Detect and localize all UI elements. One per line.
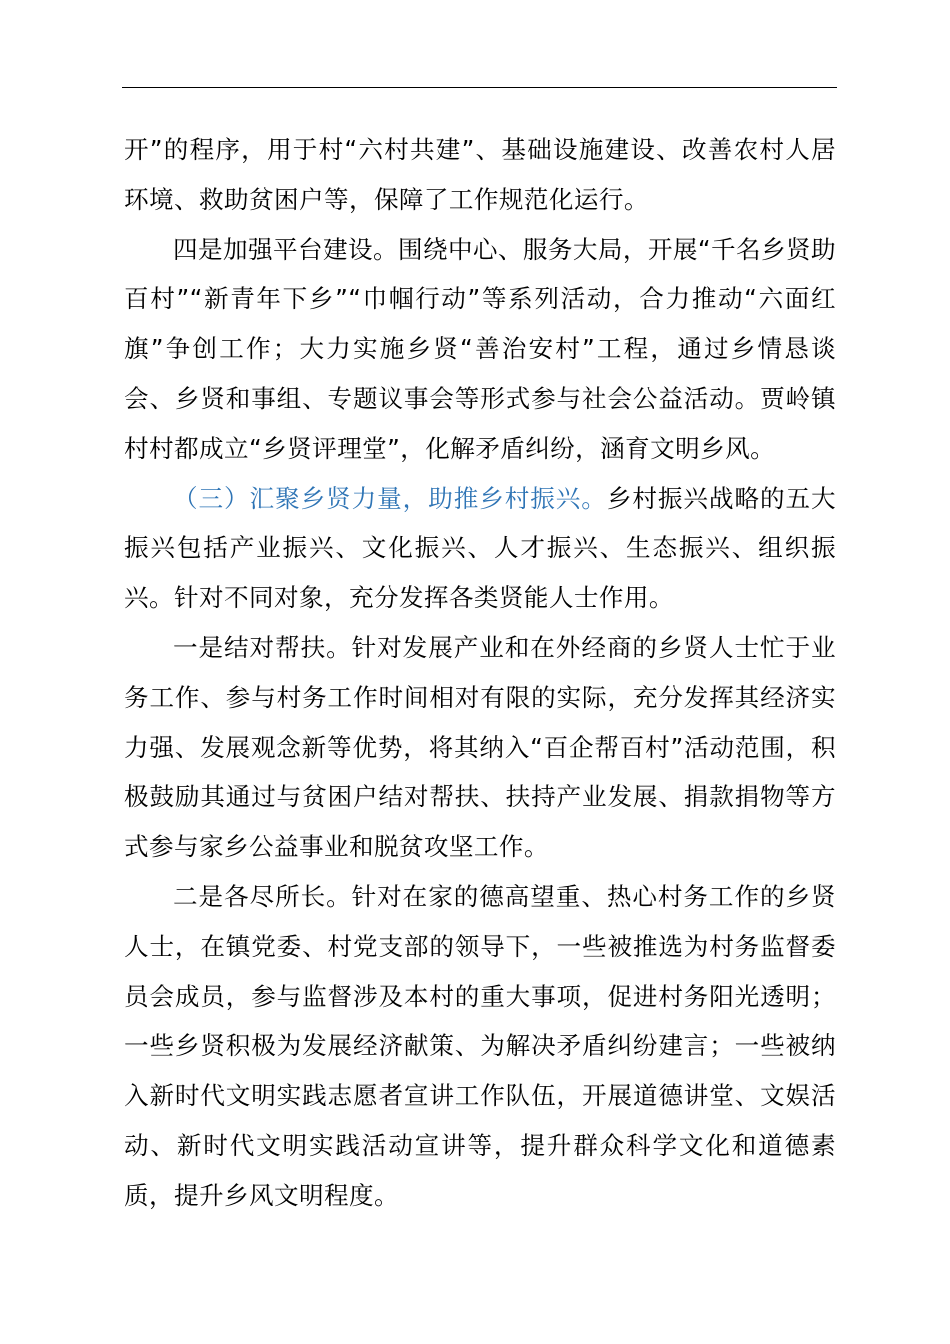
- paragraph-text: 一是结对帮扶。针对发展产业和在外经商的乡贤人士忙于业务工作、参与村务工作时间相对有限的实际，充分发挥其经济实力强、发展观念新等优势，将其纳入“百企帮百村”活动范围，积极鼓励其通过与贫困户结对帮扶、扶持产业发展、捐款捐物等方式参与家乡公益事业和脱贫攻坚工作。: [124, 632, 836, 862]
- paragraph-text: 开”的程序，用于村“六村共建”、基础设施建设、改善农村人居环境、救助贫困户等，保障了工作规范化运行。: [124, 135, 836, 214]
- paragraph-platform-building: [124, 225, 836, 474]
- paragraph-text: 四是加强平台建设。围绕中心、服务大局，开展“千名乡贤助百村”“新青年下乡”“巾帼行动”等系列活动，合力推动“六面红旗”争创工作；大力实施乡贤“善治安村”工程，通过乡情恳谈会、乡贤和事组、专题议事会等形式参与社会公益活动。贾岭镇村村都成立“乡贤评理堂”，化解矛盾纠纷，涵育文明乡风。: [124, 234, 836, 463]
- paragraph-section-three: [124, 474, 836, 623]
- paragraph-text: 乡村振兴战略的五大振兴包括产业振兴、文化振兴、人才振兴、生态振兴、组织振兴。针对不同对象，充分发挥各类贤能人士作用。: [124, 483, 836, 613]
- paragraph-each-to-strengths: [124, 872, 836, 1221]
- section-heading: （三）汇聚乡贤力量，助推乡村振兴。: [173, 483, 607, 513]
- header-rule: [122, 87, 837, 88]
- paragraph-continuation: [124, 125, 836, 225]
- body-text: [124, 125, 836, 1221]
- paragraph-pairing-assistance: [124, 623, 836, 872]
- paragraph-text: 二是各尽所长。针对在家的德高望重、热心村务工作的乡贤人士，在镇党委、村党支部的领导下，一些被推选为村务监督委员会成员，参与监督涉及本村的重大事项，促进村务阳光透明；一些乡贤积极为发展经济献策、为解决矛盾纠纷建言；一些被纳入新时代文明实践志愿者宣讲工作队伍，开展道德讲堂、文娱活动、新时代文明实践活动宣讲等，提升群众科学文化和道德素质，提升乡风文明程度。: [124, 881, 836, 1210]
